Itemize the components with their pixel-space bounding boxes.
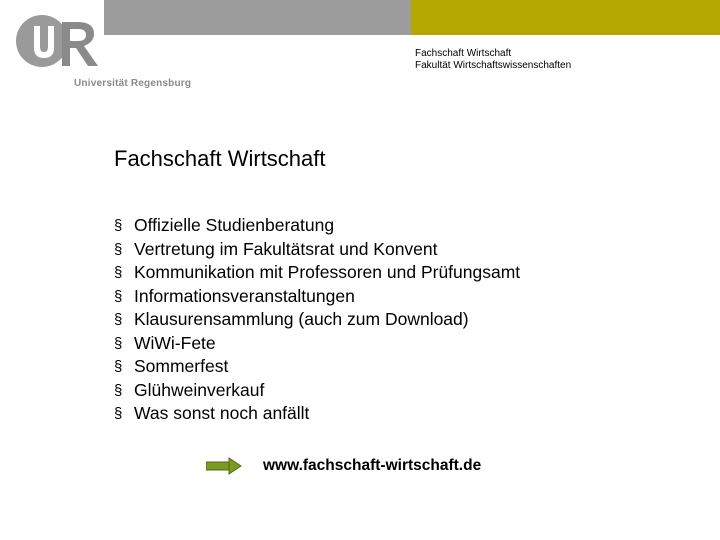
bullet-text: Vertretung im Fakultätsrat und Konvent: [134, 238, 438, 259]
bullet-text: WiWi-Fete: [134, 332, 216, 353]
university-logo: [14, 10, 114, 72]
bullet-item: [114, 308, 520, 332]
bullet-marker: §: [114, 358, 123, 376]
bullet-list: [114, 214, 520, 426]
bullet-text: Sommerfest: [134, 356, 229, 377]
bullet-text: Was sonst noch anfällt: [134, 403, 310, 424]
bullet-item: [114, 214, 520, 238]
bullet-marker: §: [114, 311, 123, 329]
header-line-1: Fachschaft Wirtschaft: [415, 48, 512, 59]
bullet-item: [114, 285, 520, 309]
bullet-text: Kommunikation mit Professoren und Prüfungsamt: [134, 262, 521, 283]
bullet-marker: §: [114, 217, 123, 235]
bullet-marker: §: [114, 334, 123, 352]
bullet-marker: §: [114, 381, 123, 399]
bullet-item: [114, 332, 520, 356]
bullet-item: [114, 238, 520, 262]
header-bar-gray: [104, 0, 411, 35]
website-link[interactable]: www.fachschaft-wirtschaft.de: [263, 457, 482, 474]
bullet-item: [114, 261, 520, 285]
header-organization: [415, 48, 571, 72]
bullet-item: [114, 402, 520, 426]
header-line-2: Fakultät Wirtschaftswissenschaften: [415, 60, 572, 71]
bullet-marker: §: [114, 264, 123, 282]
university-name: Universität Regensburg: [74, 78, 192, 89]
bullet-marker: §: [114, 287, 123, 305]
right-arrow-icon: [206, 457, 242, 475]
header-bar-olive: [411, 0, 720, 35]
bullet-text: Offizielle Studienberatung: [134, 215, 335, 236]
bullet-item: [114, 379, 520, 403]
bullet-text: Informationsveranstaltungen: [134, 285, 355, 306]
bullet-text: Glühweinverkauf: [134, 379, 265, 400]
bullet-marker: §: [114, 405, 123, 423]
slide-title: Fachschaft Wirtschaft: [114, 146, 326, 171]
bullet-item: [114, 355, 520, 379]
bullet-text: Klausurensammlung (auch zum Download): [134, 309, 469, 330]
bullet-marker: §: [114, 240, 123, 258]
